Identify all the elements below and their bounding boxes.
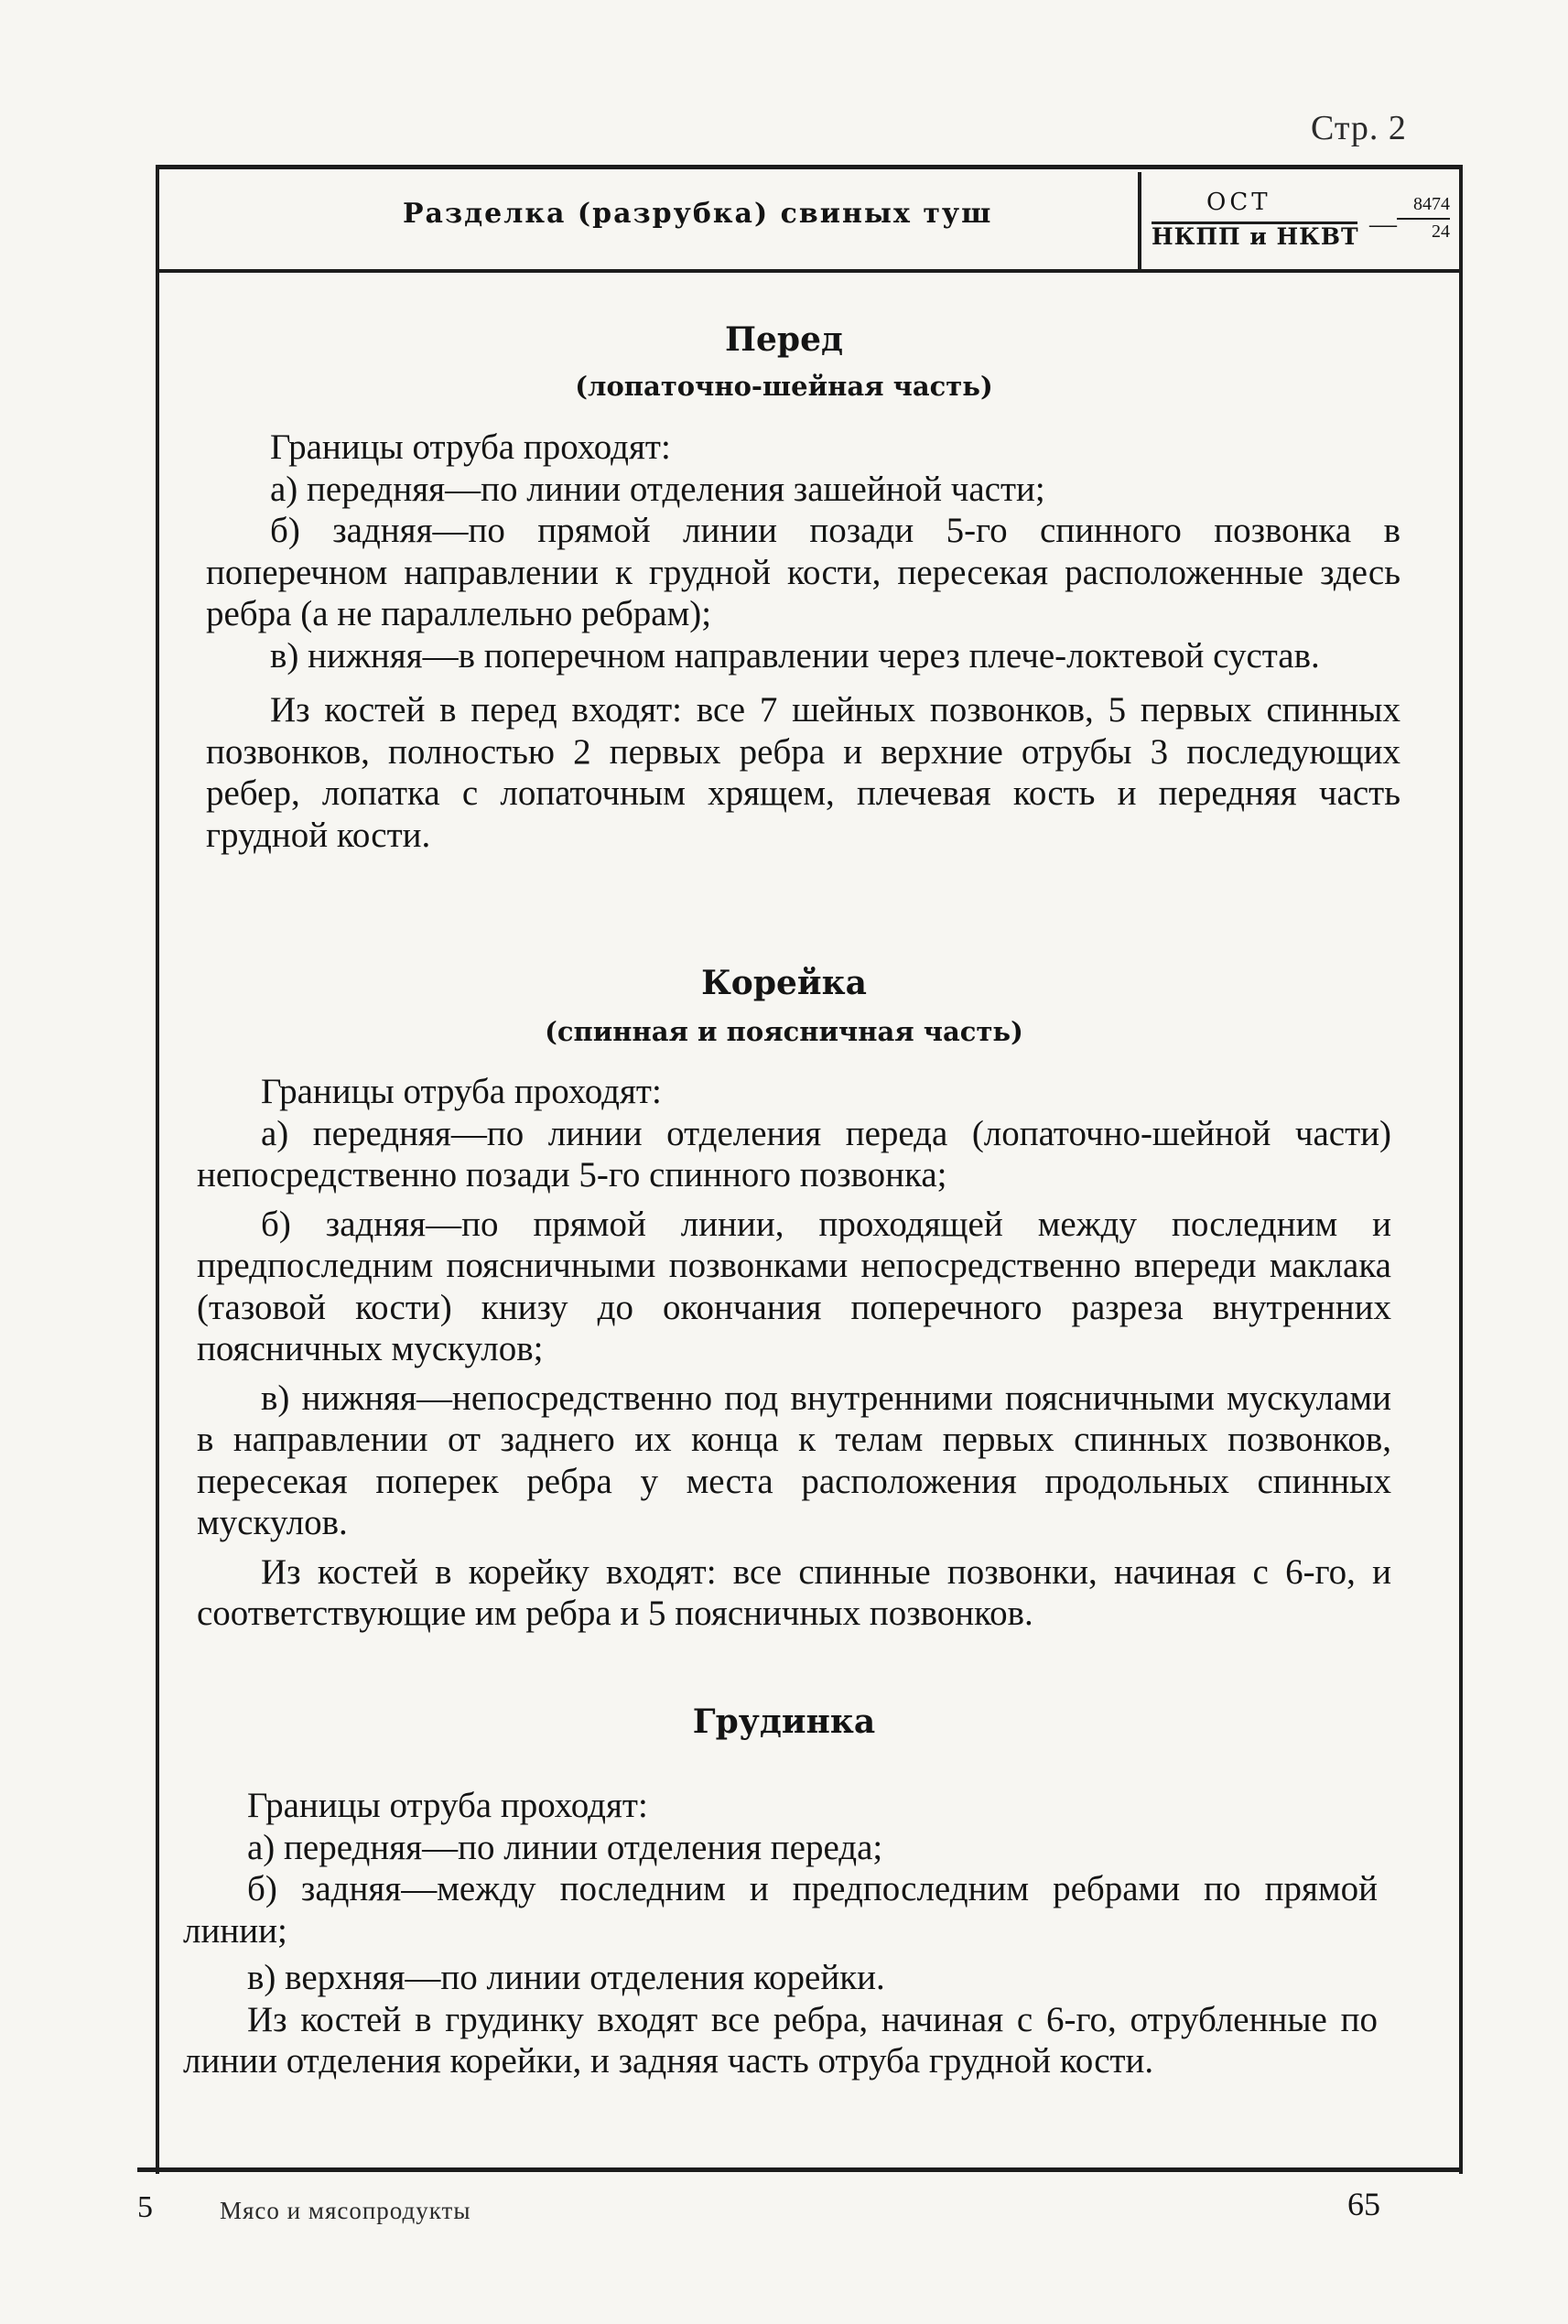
section-body: [197, 1071, 1391, 1635]
paragraph: в) верхняя—по линии отделения корейки.: [247, 1958, 885, 1997]
paragraph: Из костей в грудинку входят все ребра, начиная с 6-го, отрубленные по линии отделения корейки, и задняя часть отруба грудной кости.: [183, 1999, 1378, 2081]
standard-dash: —: [1369, 209, 1397, 239]
section-body: [183, 1785, 1378, 2082]
standard-bottom: НКПП и НКВТ: [1152, 223, 1359, 250]
footer-page-number: 65: [1347, 2186, 1380, 2222]
paragraph: а) передняя—по линии отделения зашейной части;: [270, 469, 1045, 509]
paragraph: Из костей в корейку входят: все спинные позвонки, начиная с 6-го, и соответствующие им ребра и 5 поясничных позвонков.: [197, 1551, 1391, 1633]
header-bottom-rule: [156, 269, 1459, 273]
section-subtitle: (спинная и поясничная часть): [545, 1016, 1023, 1047]
section-title: Грудинка: [692, 1702, 876, 1741]
footer-sheet-number: 5: [137, 2190, 153, 2224]
paragraph: б) задняя—между последним и предпоследним ребрами по прямой линии;: [183, 1869, 1378, 1951]
section-title: Корейка: [701, 964, 867, 1002]
section-subtitle: (лопаточно-шейная часть): [575, 371, 993, 402]
paragraph: б) задняя—по прямой линии позади 5-го спинного позвонка в поперечном направлении к грудной кости, пересекая расположенные здесь ребра (а не параллельно ребрам);: [206, 511, 1400, 633]
paragraph: б) задняя—по прямой линии, проходящей между последним и предпоследним поясничными позвонками непосредственно впереди маклака (тазовой кости) книзу до окончания поперечного разреза внутренних поясничных мускулов;: [197, 1204, 1391, 1368]
paragraph: в) нижняя—в поперечном направлении через плече-локтевой сустав.: [270, 635, 1320, 676]
paragraph: а) передняя—по линии отделения переда;: [247, 1827, 883, 1867]
paragraph: Границы отруба проходят:: [247, 1786, 648, 1825]
page-number: Стр. 2: [1311, 109, 1407, 147]
header-divider: [1138, 172, 1141, 269]
paragraph: в) нижняя—непосредственно под внутренними поясничными мускулами в направлении от заднего их конца к телам первых спинных позвонков, пересекая поперек ребра у места расположения продольных спинных мускулов.: [197, 1378, 1391, 1542]
paragraph: Границы отруба проходят:: [261, 1072, 662, 1111]
frame-bottom-rule: [137, 2167, 1460, 2172]
standard-designation: [1152, 189, 1454, 262]
frame-top-rule: [156, 165, 1459, 169]
standard-number-bottom: 24: [1432, 222, 1450, 242]
paragraph: а) передняя—по линии отделения переда (лопаточно-шейной части) непосредственно позади 5-го спинного позвонка;: [197, 1113, 1391, 1194]
paragraph: Из костей в перед входят: все 7 шейных позвонков, 5 первых спинных позвонков, полностью 2 первых ребра и верхние отрубы 3 последующих ребер, лопатка с лопаточным хрящем, плечевая кость и передняя часть грудной кости.: [206, 690, 1400, 855]
standard-number-line: [1397, 218, 1450, 220]
paragraph: Границы отруба проходят:: [270, 427, 671, 467]
footer-publication: Мясо и мясопродукты: [220, 2197, 471, 2224]
section-body: [206, 427, 1400, 856]
standard-number: [1397, 194, 1450, 242]
document-title: Разделка (разрубка) свиных туш: [403, 198, 993, 230]
standard-top: ОСТ: [1206, 189, 1271, 216]
standard-number-top: 8474: [1413, 194, 1450, 214]
section-title: Перед: [725, 320, 843, 359]
